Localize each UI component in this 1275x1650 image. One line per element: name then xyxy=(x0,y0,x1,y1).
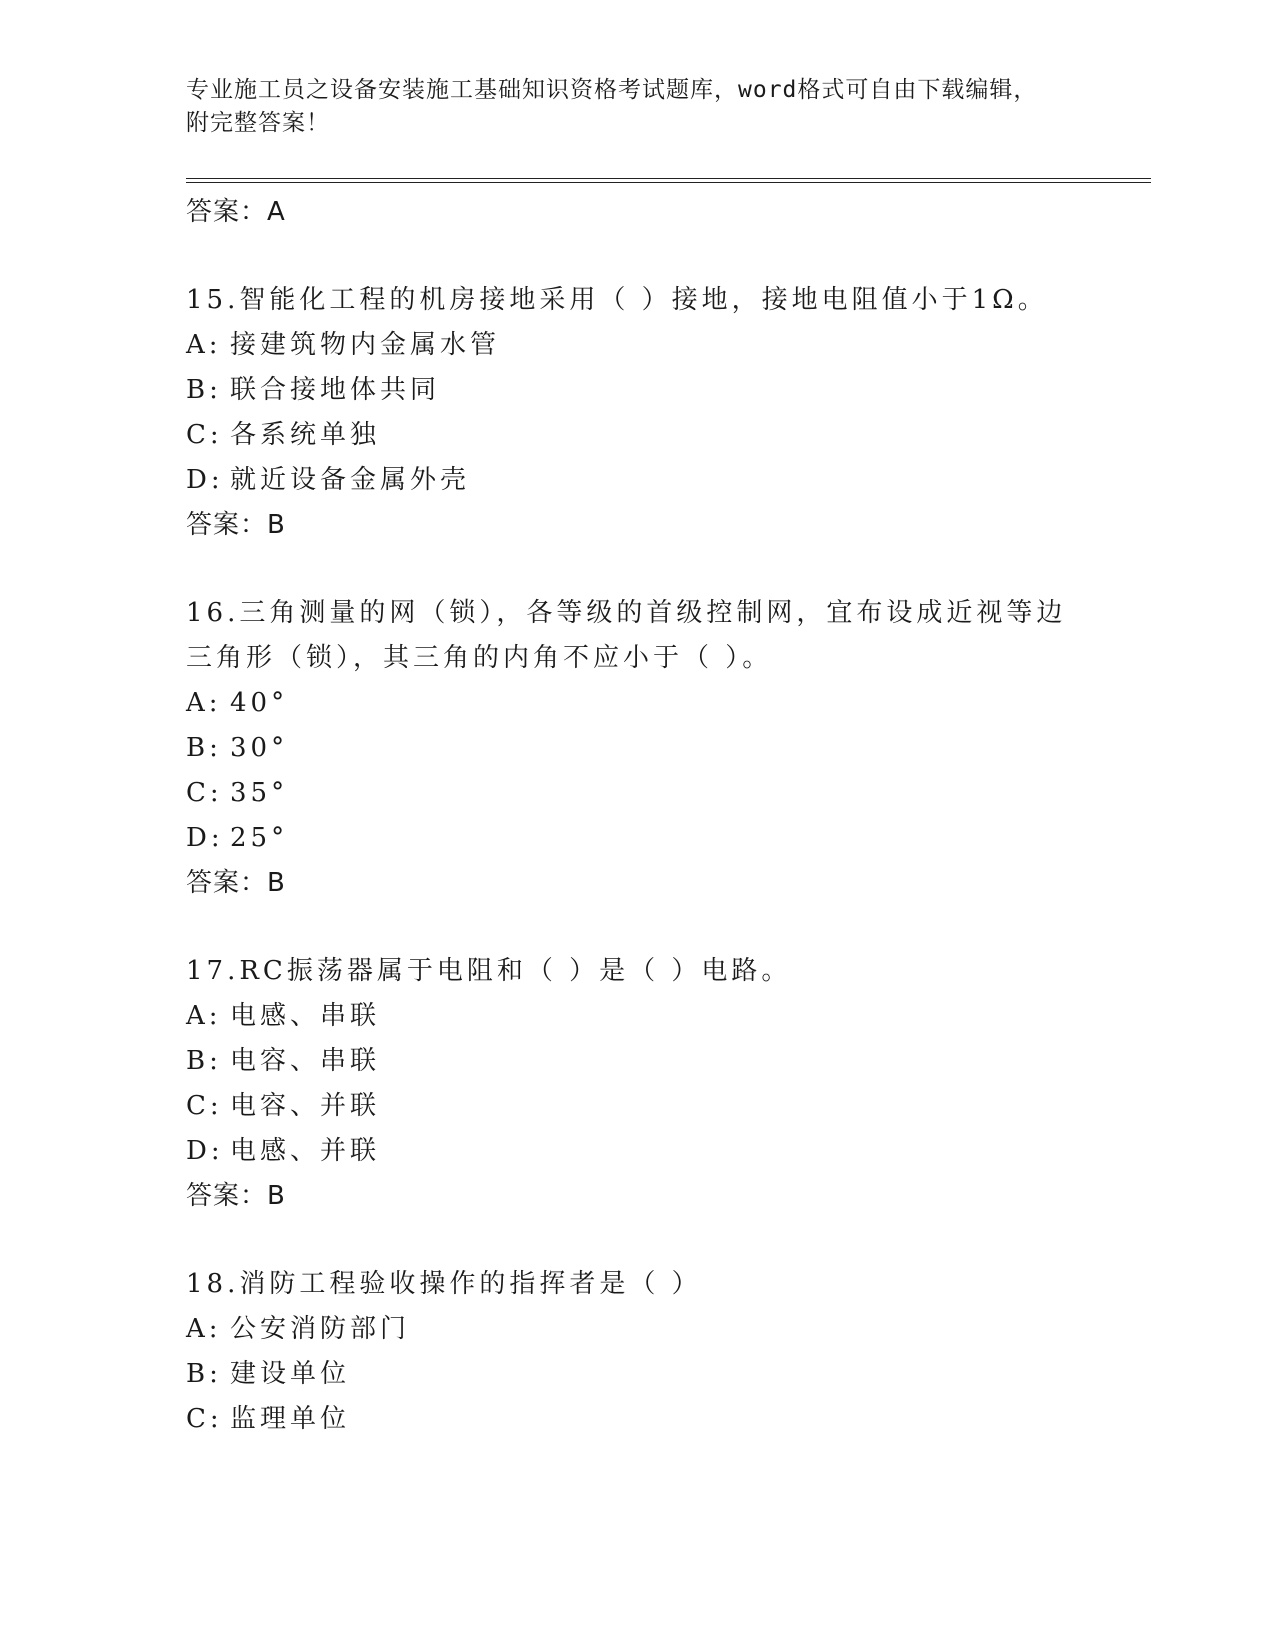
option-text: 电感、串联 xyxy=(230,1001,381,1031)
option-text: 监理单位 xyxy=(230,1404,351,1434)
header-divider xyxy=(186,178,1151,179)
option-letter: A: xyxy=(186,1314,222,1344)
option-letter: C: xyxy=(186,1404,223,1434)
option-b xyxy=(186,368,1146,413)
page-header xyxy=(186,74,1086,140)
answer-line: 答案：A xyxy=(186,197,286,227)
option-letter: D: xyxy=(186,823,224,853)
question-stem: 15.智能化工程的机房接地采用（ ）接地，接地电阻值小于1Ω。 xyxy=(186,285,1048,315)
option-b xyxy=(186,1039,1146,1084)
option-a xyxy=(186,681,1146,726)
option-text: 25° xyxy=(230,823,289,853)
option-text: 联合接地体共同 xyxy=(230,375,441,405)
answer-line: 答案：B xyxy=(186,510,286,540)
option-text: 40° xyxy=(230,688,289,718)
option-a xyxy=(186,323,1146,368)
option-b xyxy=(186,726,1146,771)
option-letter: A: xyxy=(186,330,222,360)
option-b xyxy=(186,1352,1146,1397)
header-divider-double xyxy=(186,182,1151,183)
question-15 xyxy=(186,278,1146,548)
option-text: 30° xyxy=(230,733,289,763)
option-a xyxy=(186,1307,1146,1352)
document-body xyxy=(186,190,1146,1442)
question-stem: 16.三角测量的网（锁），各等级的首级控制网，宜布设成近视等边三角形（锁），其三角的内角不应小于（ ）。 xyxy=(186,598,1067,673)
option-text: 建设单位 xyxy=(230,1359,351,1389)
option-letter: C: xyxy=(186,778,223,808)
option-text: 电感、并联 xyxy=(230,1136,381,1166)
option-text: 电容、串联 xyxy=(230,1046,381,1076)
question-16 xyxy=(186,591,1146,906)
option-letter: A: xyxy=(186,688,222,718)
option-letter: C: xyxy=(186,420,223,450)
option-text: 公安消防部门 xyxy=(230,1314,411,1344)
option-letter: D: xyxy=(186,465,224,495)
question-18 xyxy=(186,1262,1146,1442)
option-d xyxy=(186,458,1146,503)
question-stem: 17.RC振荡器属于电阻和（ ）是（ ）电路。 xyxy=(186,956,792,986)
option-c xyxy=(186,1084,1146,1129)
spacer xyxy=(186,235,1146,278)
option-letter: B: xyxy=(186,1046,222,1076)
option-text: 电容、并联 xyxy=(230,1091,381,1121)
spacer xyxy=(186,1219,1146,1262)
question-stem: 18.消防工程验收操作的指挥者是（ ） xyxy=(186,1269,702,1299)
option-letter: D: xyxy=(186,1136,224,1166)
option-c xyxy=(186,771,1146,816)
option-text: 就近设备金属外壳 xyxy=(230,465,471,495)
option-d xyxy=(186,1129,1146,1174)
option-text: 35° xyxy=(230,778,289,808)
option-letter: B: xyxy=(186,375,222,405)
option-text: 各系统单独 xyxy=(230,420,381,450)
option-letter: C: xyxy=(186,1091,223,1121)
option-letter: B: xyxy=(186,1359,222,1389)
option-d xyxy=(186,816,1146,861)
answer-line: 答案：B xyxy=(186,868,286,898)
option-c xyxy=(186,1397,1146,1442)
spacer xyxy=(186,548,1146,591)
option-letter: A: xyxy=(186,1001,222,1031)
header-line-2: 附完整答案！ xyxy=(186,110,330,136)
option-letter: B: xyxy=(186,733,222,763)
option-text: 接建筑物内金属水管 xyxy=(230,330,501,360)
spacer xyxy=(186,906,1146,949)
option-c xyxy=(186,413,1146,458)
header-line-1: 专业施工员之设备安装施工基础知识资格考试题库，word格式可自由下载编辑， xyxy=(186,77,1038,103)
option-a xyxy=(186,994,1146,1039)
answer-line: 答案：B xyxy=(186,1181,286,1211)
question-17 xyxy=(186,949,1146,1219)
